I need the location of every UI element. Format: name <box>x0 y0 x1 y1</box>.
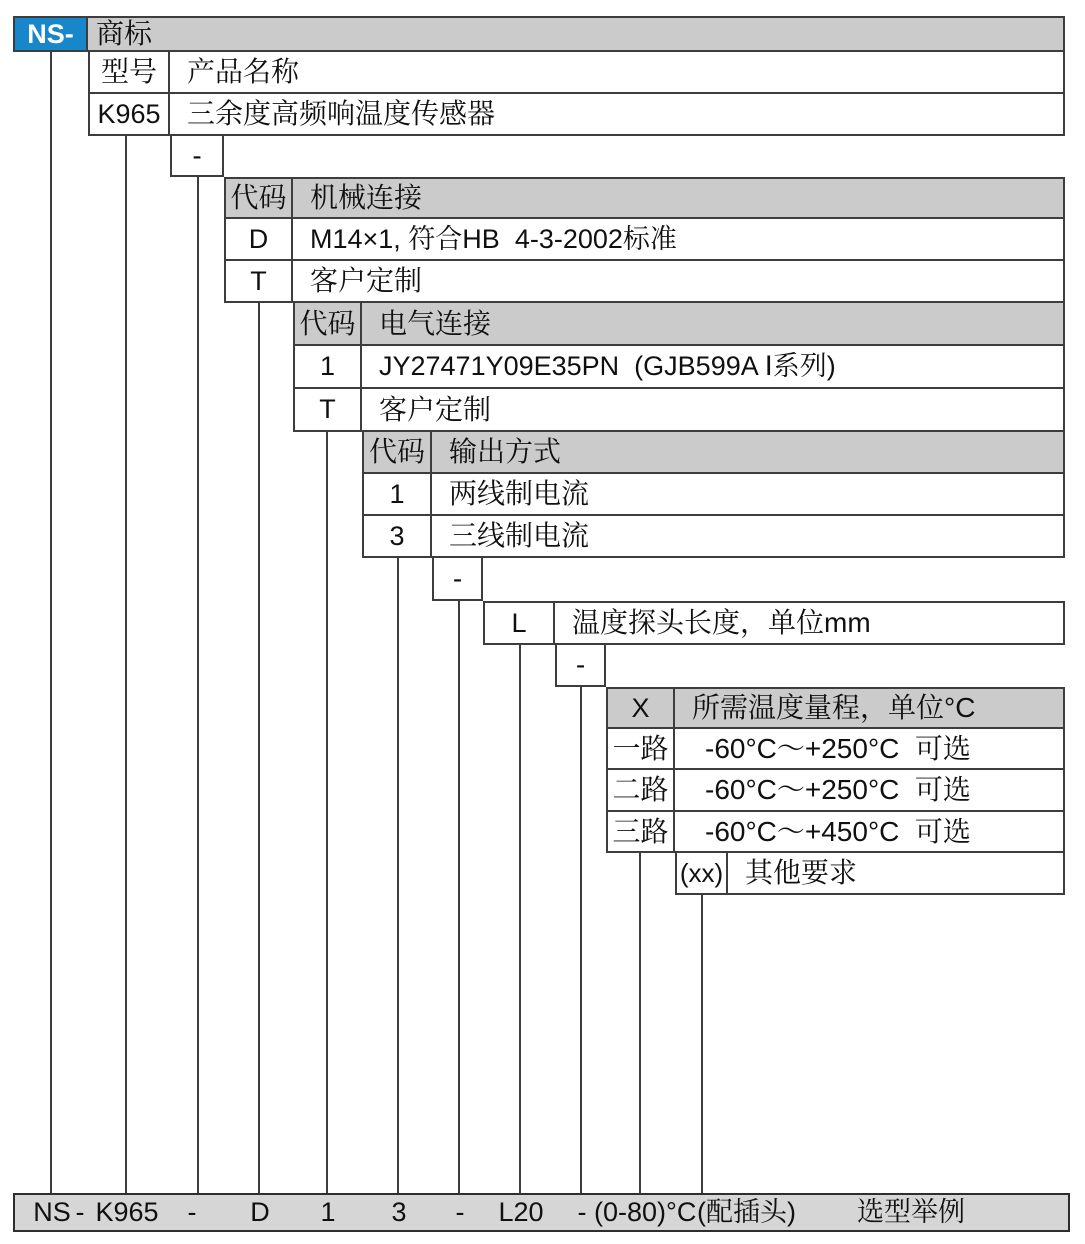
example-part-dash2: - <box>187 1197 197 1227</box>
elec-code-1-cell: 1 <box>293 346 362 389</box>
mech-title-cell: 机械连接 <box>293 177 1065 219</box>
elec-code-header-cell: 代码 <box>293 303 362 346</box>
output-code-1-cell: 1 <box>362 474 432 516</box>
example-part-range: (0-80)°C <box>594 1197 697 1227</box>
elec-desc-1-cell: JY27471Y09E35PN (GJB599A Ⅰ系列) <box>362 346 1065 389</box>
mech-desc-t-cell: 客户定制 <box>293 261 1065 303</box>
model-code-cell: K965 <box>88 94 170 136</box>
example-part-probe: L20 <box>498 1197 544 1227</box>
model-label-cell: 型号 <box>88 52 170 94</box>
example-part-dash1: - <box>75 1197 85 1227</box>
separator-2-cell: - <box>432 558 483 601</box>
example-part-dash4: - <box>577 1197 587 1227</box>
example-label: 选型举例 <box>857 1197 965 1227</box>
product-name-cell: 三余度高频响温度传感器 <box>170 94 1065 136</box>
other-code-cell: (xx) <box>675 853 728 895</box>
output-code-header-cell: 代码 <box>362 432 432 474</box>
mech-code-t-cell: T <box>224 261 293 303</box>
product-label-cell: 产品名称 <box>170 52 1065 94</box>
connector-line-electrical <box>326 432 328 1193</box>
separator-1-cell: - <box>170 136 224 177</box>
other-desc-cell: 其他要求 <box>728 853 1065 895</box>
range-title-cell: 所需温度量程，单位°C <box>675 687 1065 729</box>
range-row3-code-cell: 三路 <box>606 812 675 853</box>
output-desc-1-cell: 两线制电流 <box>432 474 1065 516</box>
elec-code-t-cell: T <box>293 389 362 432</box>
mech-desc-d-cell: M14×1, 符合HB 4-3-2002标准 <box>293 219 1065 261</box>
connector-line-model <box>125 136 127 1193</box>
separator-3-cell: - <box>555 645 606 687</box>
brand-prefix-cell: NS- <box>13 16 88 52</box>
range-row2-desc-cell: -60°C～+250°C 可选 <box>675 770 1065 812</box>
mech-code-d-cell: D <box>224 219 293 261</box>
connector-line-mechanical <box>258 303 260 1193</box>
example-bar <box>13 1193 1070 1232</box>
example-part-plug: (配插头) <box>697 1197 796 1227</box>
range-row1-desc-cell: -60°C～+250°C 可选 <box>675 729 1065 770</box>
example-part-model: K965 <box>95 1197 159 1227</box>
connector-line-ns <box>50 52 52 1193</box>
elec-desc-t-cell: 客户定制 <box>362 389 1065 432</box>
output-title-cell: 输出方式 <box>432 432 1065 474</box>
range-code-header-cell: X <box>606 687 675 729</box>
output-desc-3-cell: 三线制电流 <box>432 516 1065 558</box>
connector-line-sep2 <box>458 601 460 1193</box>
output-code-3-cell: 3 <box>362 516 432 558</box>
elec-title-cell: 电气连接 <box>362 303 1065 346</box>
range-row1-code-cell: 一路 <box>606 729 675 770</box>
probe-code-cell: L <box>483 601 555 645</box>
example-part-dash3: - <box>455 1197 465 1227</box>
trademark-header-cell: 商标 <box>88 16 1065 52</box>
example-part-ns: NS <box>33 1197 71 1227</box>
example-part-mech: D <box>250 1197 270 1227</box>
range-row2-code-cell: 二路 <box>606 770 675 812</box>
connector-line-sep3 <box>580 687 582 1193</box>
connector-line-range <box>639 853 641 1193</box>
example-part-output: 3 <box>391 1197 407 1227</box>
mech-code-header-cell: 代码 <box>224 177 293 219</box>
connector-line-sep1 <box>197 177 199 1193</box>
probe-desc-cell: 温度探头长度，单位mm <box>555 601 1065 645</box>
connector-line-output <box>397 558 399 1193</box>
example-part-elec: 1 <box>320 1197 336 1227</box>
connector-line-probe <box>519 645 521 1193</box>
connector-line-other <box>701 895 703 1193</box>
range-row3-desc-cell: -60°C～+450°C 可选 <box>675 812 1065 853</box>
